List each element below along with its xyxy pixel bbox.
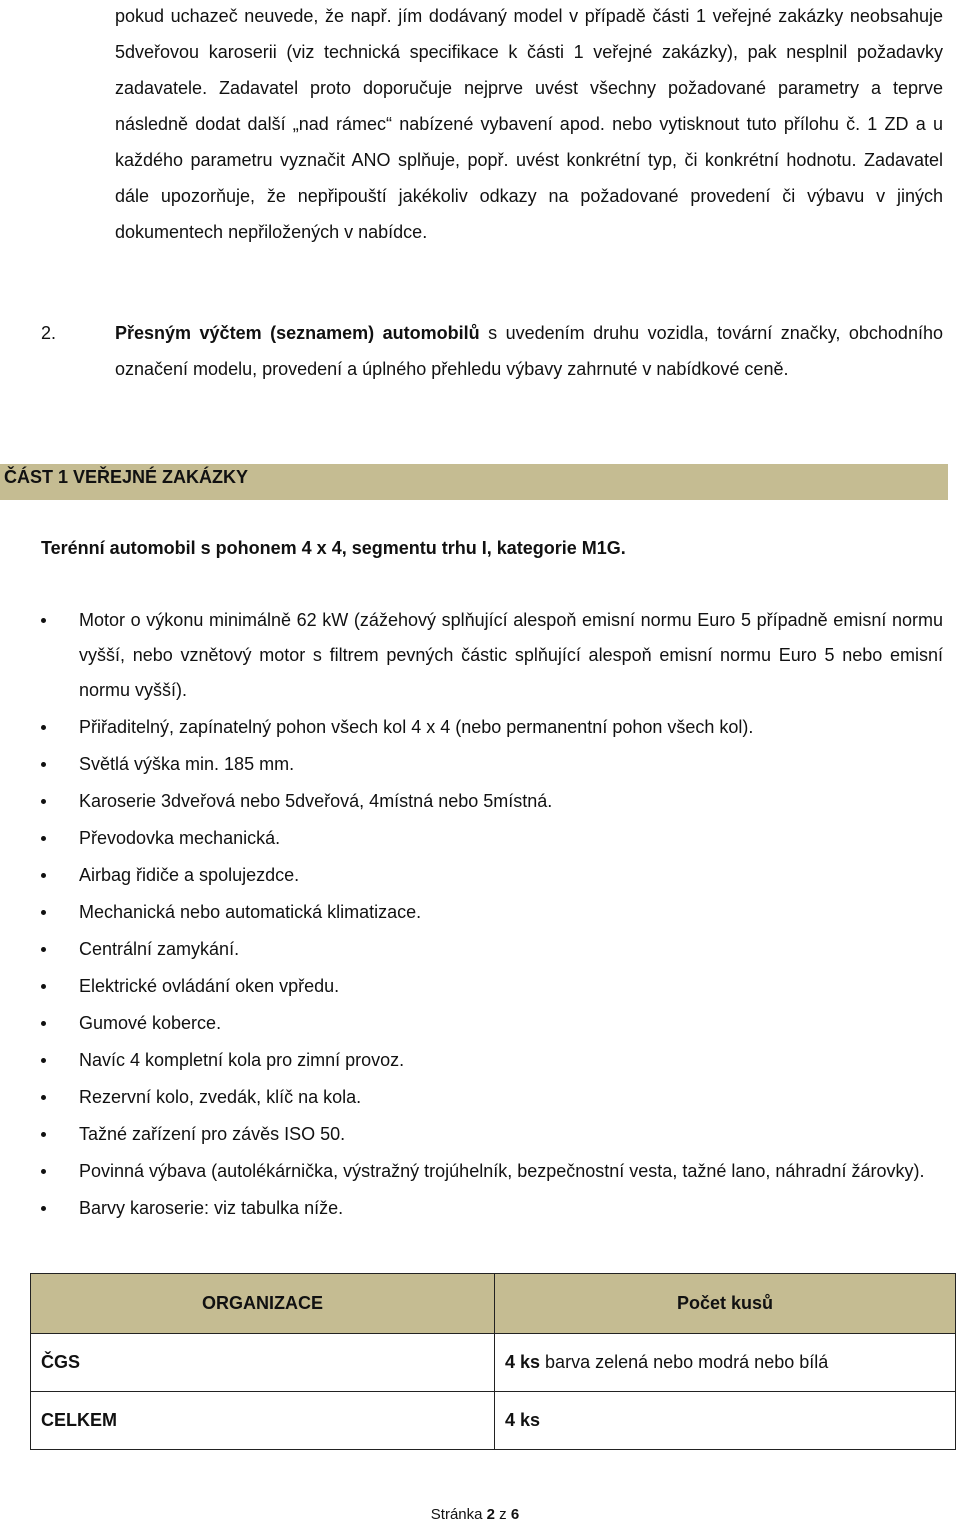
- spec-item: [0, 895, 943, 930]
- spec-text: Světlá výška min. 185 mm.: [79, 754, 295, 774]
- header-pocet-kusu: Počet kusů: [495, 1274, 956, 1334]
- bullet-icon: [41, 1169, 46, 1174]
- spec-text: Barvy karoserie: viz tabulka níže.: [79, 1198, 344, 1218]
- bullet-icon: [41, 1132, 46, 1137]
- spec-item: [0, 1154, 943, 1189]
- spec-text: Mechanická nebo automatická klimatizace.: [79, 902, 422, 922]
- bullet-icon: [41, 1095, 46, 1100]
- spec-item: [0, 1080, 943, 1115]
- spec-list: [0, 603, 960, 1228]
- item-2-paragraph: [115, 315, 943, 387]
- spec-text: Karoserie 3dveřová nebo 5dveřová, 4místná nebo 5místná.: [79, 791, 553, 811]
- spec-text: Přiřaditelný, zapínatelný pohon všech kol 4 x 4 (nebo permanentní pohon všech kol).: [79, 717, 754, 737]
- spec-text: Tažné zařízení pro závěs ISO 50.: [79, 1124, 346, 1144]
- page-footer: [0, 1505, 950, 1525]
- quantity-note: barva zelená nebo modrá nebo bílá: [540, 1352, 829, 1372]
- table-header-row: [31, 1274, 956, 1334]
- bullet-icon: [41, 836, 46, 841]
- footer-prefix: Stránka: [430, 1506, 487, 1523]
- spec-item: [0, 1191, 943, 1226]
- bullet-icon: [41, 873, 46, 878]
- table-row: [31, 1334, 956, 1392]
- quantity-value: 4 ks: [505, 1410, 541, 1430]
- bullet-icon: [41, 1058, 46, 1063]
- spec-text: Gumové koberce.: [79, 1013, 222, 1033]
- spec-text: Elektrické ovládání oken vpředu.: [79, 976, 340, 996]
- intro-paragraph: pokud uchazeč neuvede, že např. jím dodávaný model v případě části 1 veřejné zakázky neobsahuje 5dveřovou karoserii (viz technická specifikace k části 1 veřejné zakázky), pak nesplnil požadavky zadavatele. Zadavatel proto doporučuje nejprve uvést všechny požadované parametry a teprve následně dodat další „nad rámec“ nabízené vybavení apod. nebo vytisknout tuto přílohu č. 1 ZD a u každého parametru vyznačit ANO splňuje, popř. uvést konkrétní typ, či konkrétní hodnotu. Zadavatel dále upozorňuje, že nepřipouští jakékoliv odkazy na požadované provedení či výbavu v jiných dokumentech nepřiložených v nabídce.: [115, 6, 943, 242]
- spec-text: Airbag řidiče a spolujezdce.: [79, 865, 300, 885]
- cell-organization: CELKEM: [31, 1392, 495, 1450]
- spec-item: [0, 858, 943, 893]
- quantity-table: [30, 1273, 956, 1450]
- cell-organization: ČGS: [31, 1334, 495, 1392]
- section-title: ČÁST 1 VEŘEJNÉ ZAKÁZKY: [4, 467, 249, 487]
- bullet-icon: [41, 910, 46, 915]
- footer-separator: z: [495, 1506, 511, 1523]
- spec-item: [0, 747, 943, 782]
- bullet-icon: [41, 1021, 46, 1026]
- bullet-icon: [41, 799, 46, 804]
- spec-text: Převodovka mechanická.: [79, 828, 281, 848]
- spec-item: [0, 969, 943, 1004]
- spec-text: Motor o výkonu minimálně 62 kW (zážehový splňující alespoň emisní normu Euro 5 případně emisní normu vyšší, nebo vznětový motor s filtrem pevných částic splňující alespoň emisní normu Euro 5 nebo emisní normu vyšší).: [79, 610, 943, 700]
- footer-page-number: 2: [486, 1506, 496, 1523]
- spec-item: [0, 1117, 943, 1152]
- bullet-icon: [41, 762, 46, 767]
- spec-item: [0, 603, 943, 708]
- spec-text: Povinná výbava (autolékárnička, výstražný trojúhelník, bezpečnostní vesta, tažné lano, náhradní žárovky).: [79, 1161, 925, 1181]
- bullet-icon: [41, 947, 46, 952]
- quantity-value: 4 ks: [505, 1352, 541, 1372]
- header-organizace: ORGANIZACE: [31, 1274, 495, 1334]
- cell-quantity: [495, 1334, 956, 1392]
- spec-text: Centrální zamykání.: [79, 939, 240, 959]
- bullet-icon: [41, 984, 46, 989]
- item-2-bold: Přesným výčtem (seznamem) automobilů: [115, 323, 480, 343]
- footer-total-pages: 6: [510, 1506, 520, 1523]
- table-row: [31, 1392, 956, 1450]
- bullet-icon: [41, 618, 46, 623]
- item-number: 2.: [41, 323, 57, 343]
- spec-text: Navíc 4 kompletní kola pro zimní provoz.: [79, 1050, 405, 1070]
- spec-item: [0, 932, 943, 967]
- spec-item: [0, 710, 943, 745]
- vehicle-subtitle: Terénní automobil s pohonem 4 x 4, segmentu trhu I, kategorie M1G.: [41, 538, 626, 558]
- spec-item: [0, 1043, 943, 1078]
- spec-item: [0, 784, 943, 819]
- spec-item: [0, 1006, 943, 1041]
- cell-quantity: [495, 1392, 956, 1450]
- bullet-icon: [41, 725, 46, 730]
- item-2-text: s uvedením druhu vozidla, tovární značky, obchodního označení modelu, provedení a úplného přehledu výbavy zahrnuté v nabídkové ceně.: [115, 323, 943, 379]
- bullet-icon: [41, 1206, 46, 1211]
- spec-text: Rezervní kolo, zvedák, klíč na kola.: [79, 1087, 362, 1107]
- spec-item: [0, 821, 943, 856]
